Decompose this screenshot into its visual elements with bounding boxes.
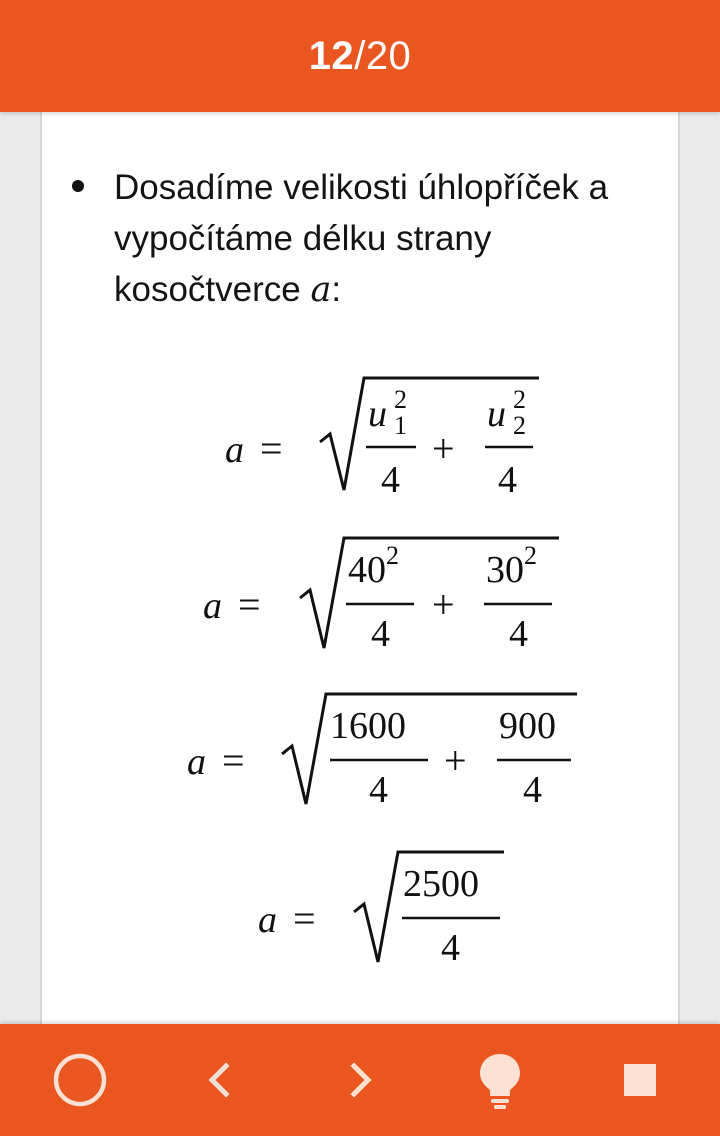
page-total: 20 [365,33,412,78]
next-button[interactable] [330,1050,390,1110]
chevron-right-icon [330,1050,390,1110]
equation-2 [42,532,680,662]
stop-icon [610,1050,670,1110]
header-bar [0,0,720,112]
eq1-den1: 4 [381,459,400,501]
eq3-den2: 4 [523,769,542,811]
stop-button[interactable] [610,1050,670,1110]
circle-icon [50,1050,110,1110]
eq2-num2: 30 [486,549,524,591]
bullet-dot [72,180,84,192]
bullet-item [72,162,652,316]
equation-1 [42,372,680,512]
eq1-num2-sup: 2 [513,385,526,414]
eq1-equals: = [260,426,283,471]
hint-button[interactable] [470,1050,530,1110]
footer-toolbar [0,1024,720,1136]
equation-3 [42,690,680,820]
eq3-den1: 4 [369,769,388,811]
eq2-lhs: a [203,585,222,627]
lightbulb-icon [470,1050,530,1110]
previous-button[interactable] [190,1050,250,1110]
page-counter [309,34,412,79]
bullet-var: a [310,270,332,310]
eq1-plus: + [432,426,455,471]
page-separator: / [354,33,366,78]
eq4-num1: 2500 [403,863,479,905]
eq2-den2: 4 [509,613,528,655]
chevron-left-icon [190,1050,250,1110]
page-current: 12 [308,33,355,78]
equation-4 [42,848,680,978]
eq1-num2-sub: 2 [513,411,526,440]
eq1-num1-sup: 2 [394,385,407,414]
content-card [40,112,680,1024]
eq2-den1: 4 [371,613,390,655]
bullet-text [114,162,652,316]
eq1-num1: u [368,393,387,435]
eq2-num2-sup: 2 [524,541,537,570]
eq3-num1: 1600 [330,705,406,747]
eq4-lhs: a [258,899,277,941]
eq2-num1-sup: 2 [386,541,399,570]
eq3-plus: + [444,738,467,783]
eq2-equals: = [238,582,261,627]
eq3-lhs: a [187,741,206,783]
eq4-equals: = [293,896,316,941]
bullet-suffix: : [331,270,342,309]
eq1-num1-sub: 1 [394,411,407,440]
eq1-lhs: a [225,429,244,471]
circle-button[interactable] [50,1050,110,1110]
eq3-equals: = [222,738,245,783]
eq2-plus: + [432,582,455,627]
eq1-num2: u [487,393,506,435]
eq3-num2: 900 [499,705,556,747]
eq2-num1: 40 [348,549,386,591]
bullet-text-main: Dosadíme velikosti úhlopříček a vypočítáme délku strany kosočtverce [114,168,609,309]
eq1-den2: 4 [498,459,517,501]
eq4-den1: 4 [441,927,460,969]
